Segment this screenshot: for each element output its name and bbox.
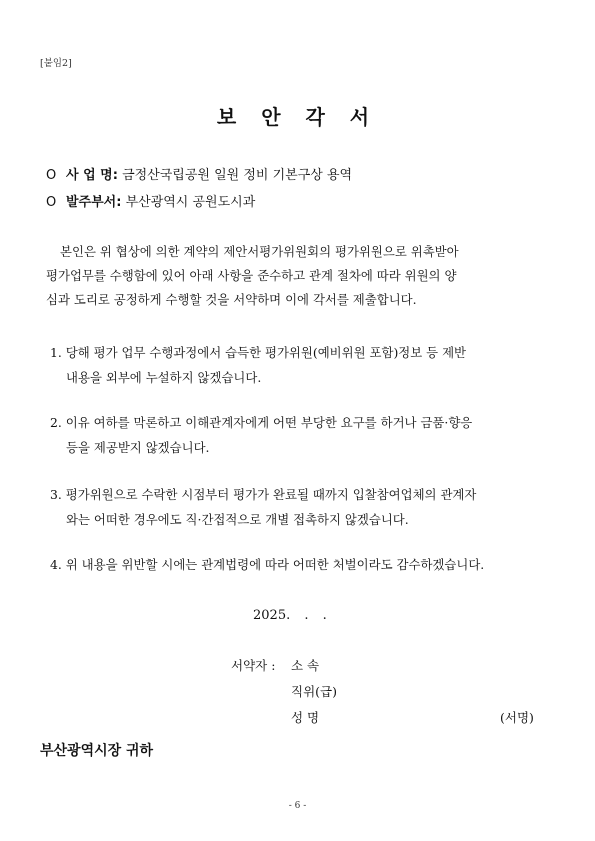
page-number: - 6 -: [288, 801, 307, 811]
pledge-item-text: 와는 어떠한 경우에도 직·간접적으로 개별 접촉하지 않겠습니다.: [66, 512, 409, 527]
addressee: 부산광역시장 귀하: [40, 743, 154, 759]
signature-seal: (서명): [500, 710, 534, 725]
name-label: 성 명: [291, 710, 320, 725]
pledge-item-text: 2. 이유 여하를 막론하고 이해관계자에게 어떤 부당한 요구를 하거나 금품·향응: [50, 415, 473, 430]
date-line: 2025. . .: [253, 608, 327, 623]
pledge-item-text: 내용을 외부에 누설하지 않겠습니다.: [66, 370, 262, 385]
pledge-item-text: 4. 위 내용을 위반할 시에는 관계법령에 따라 어떠한 처벌이라도 감수하겠습니다.: [50, 557, 485, 572]
project-bullet: O: [46, 168, 57, 183]
intro-line: 본인은 위 협상에 의한 계약의 제안서평가위원회의 평가위원으로 위촉받아: [60, 244, 459, 259]
project-value: 금정산국립공원 일원 정비 기본구상 용역: [122, 168, 353, 183]
intro-line: 평가업무를 수행함에 있어 아래 사항을 준수하고 관계 절차에 따라 위원의 양: [46, 268, 457, 283]
intro-paragraph: [46, 240, 554, 312]
pledge-item-1: [50, 340, 556, 390]
project-label: 사 업 명:: [66, 168, 118, 183]
department-bullet: O: [46, 195, 57, 210]
affiliation-label: 소 속: [291, 658, 320, 673]
position-label: 직위(급): [291, 684, 337, 699]
pledge-item-text: 1. 당해 평가 업무 수행과정에서 습득한 평가위원(예비위원 포함)정보 등 제반: [50, 345, 467, 360]
signer-prefix: 서약자 :: [231, 658, 276, 673]
pledge-item-3: [50, 482, 556, 532]
pledge-item-4: [50, 552, 556, 577]
attachment-tag: [붙임2]: [40, 58, 72, 69]
pledge-item-text: 등을 제공받지 않겠습니다.: [66, 440, 210, 455]
document-title: 보 안 각 서: [216, 105, 379, 129]
intro-line: 심과 도리로 공정하게 수행할 것을 서약하며 이에 각서를 제출합니다.: [46, 292, 417, 307]
department-value: 부산광역시 공원도시과: [125, 195, 256, 210]
department-label: 발주부서:: [66, 195, 122, 210]
department-row: [46, 191, 255, 210]
project-row: [46, 164, 352, 183]
pledge-item-text: 3. 평가위원으로 수락한 시점부터 평가가 완료될 때까지 입찰참여업체의 관계자: [50, 487, 477, 502]
pledge-item-2: [50, 410, 556, 460]
